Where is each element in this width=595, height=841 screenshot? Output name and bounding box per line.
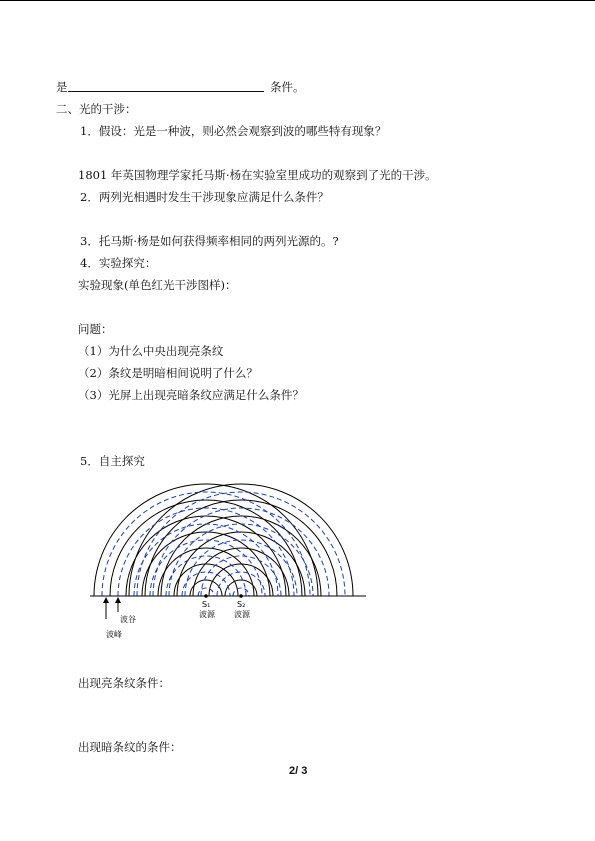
trough-arc-s2 [153, 508, 329, 596]
questions-label: 问题： [78, 322, 113, 336]
arrow-1 [103, 597, 109, 619]
source-s2-dot [239, 594, 243, 598]
trough-label: 波谷 [120, 615, 136, 624]
arrow-2 [115, 597, 121, 612]
dashed-wave-troughs [102, 492, 345, 596]
question-4: 4．实验探究： [80, 256, 157, 270]
fill-in-blank[interactable] [68, 91, 264, 92]
question-5: 5．自主探究 [80, 454, 145, 468]
question-3: 3．托马斯·杨是如何获得频率相同的两列光源的。? [80, 234, 339, 248]
sub-question-2: （2）条纹是明暗相间说明了什么？ [78, 366, 258, 380]
fill-line-suffix: 条件。 [270, 80, 305, 94]
sub-question-3: （3）光屏上出现亮暗条纹应满足什么条件？ [78, 388, 304, 402]
source-s1-sub: 波源 [199, 610, 215, 619]
fill-line-prefix: 是 [56, 80, 68, 94]
crest-arc-s1 [126, 516, 286, 596]
trough-arc-s1 [134, 524, 278, 596]
trough-arc-s2 [169, 524, 313, 596]
phenomenon-label: 实验现象(单色红光干涉图样)： [78, 278, 237, 292]
question-2: 2．两列光相遇时发生干涉现象应满足什么条件？ [80, 190, 329, 204]
crest-label: 波峰 [106, 630, 122, 639]
bright-fringe-condition: 出现亮条纹条件： [78, 676, 170, 690]
source-s2-label: S₂ [237, 600, 246, 609]
history-text: 1801 年英国物理学家托马斯·杨在实验室里成功的观察到了光的干涉。 [78, 168, 437, 182]
page-number: 2/ 3 [289, 765, 308, 777]
source-s2-sub: 波源 [234, 610, 250, 619]
interference-diagram [88, 474, 368, 644]
question-1: 1．假设：光是一种波，则必然会观察到波的哪些特有现象？ [80, 124, 387, 138]
source-s1-dot [204, 594, 208, 598]
section-heading: 二、光的干涉： [56, 102, 137, 116]
sub-question-1: （1）为什么中央出现亮条纹 [78, 344, 224, 358]
dark-fringe-condition: 出现暗条纹的条件： [78, 740, 182, 754]
page-top-border [0, 0, 595, 1]
source-s1-label: S₁ [202, 600, 211, 609]
